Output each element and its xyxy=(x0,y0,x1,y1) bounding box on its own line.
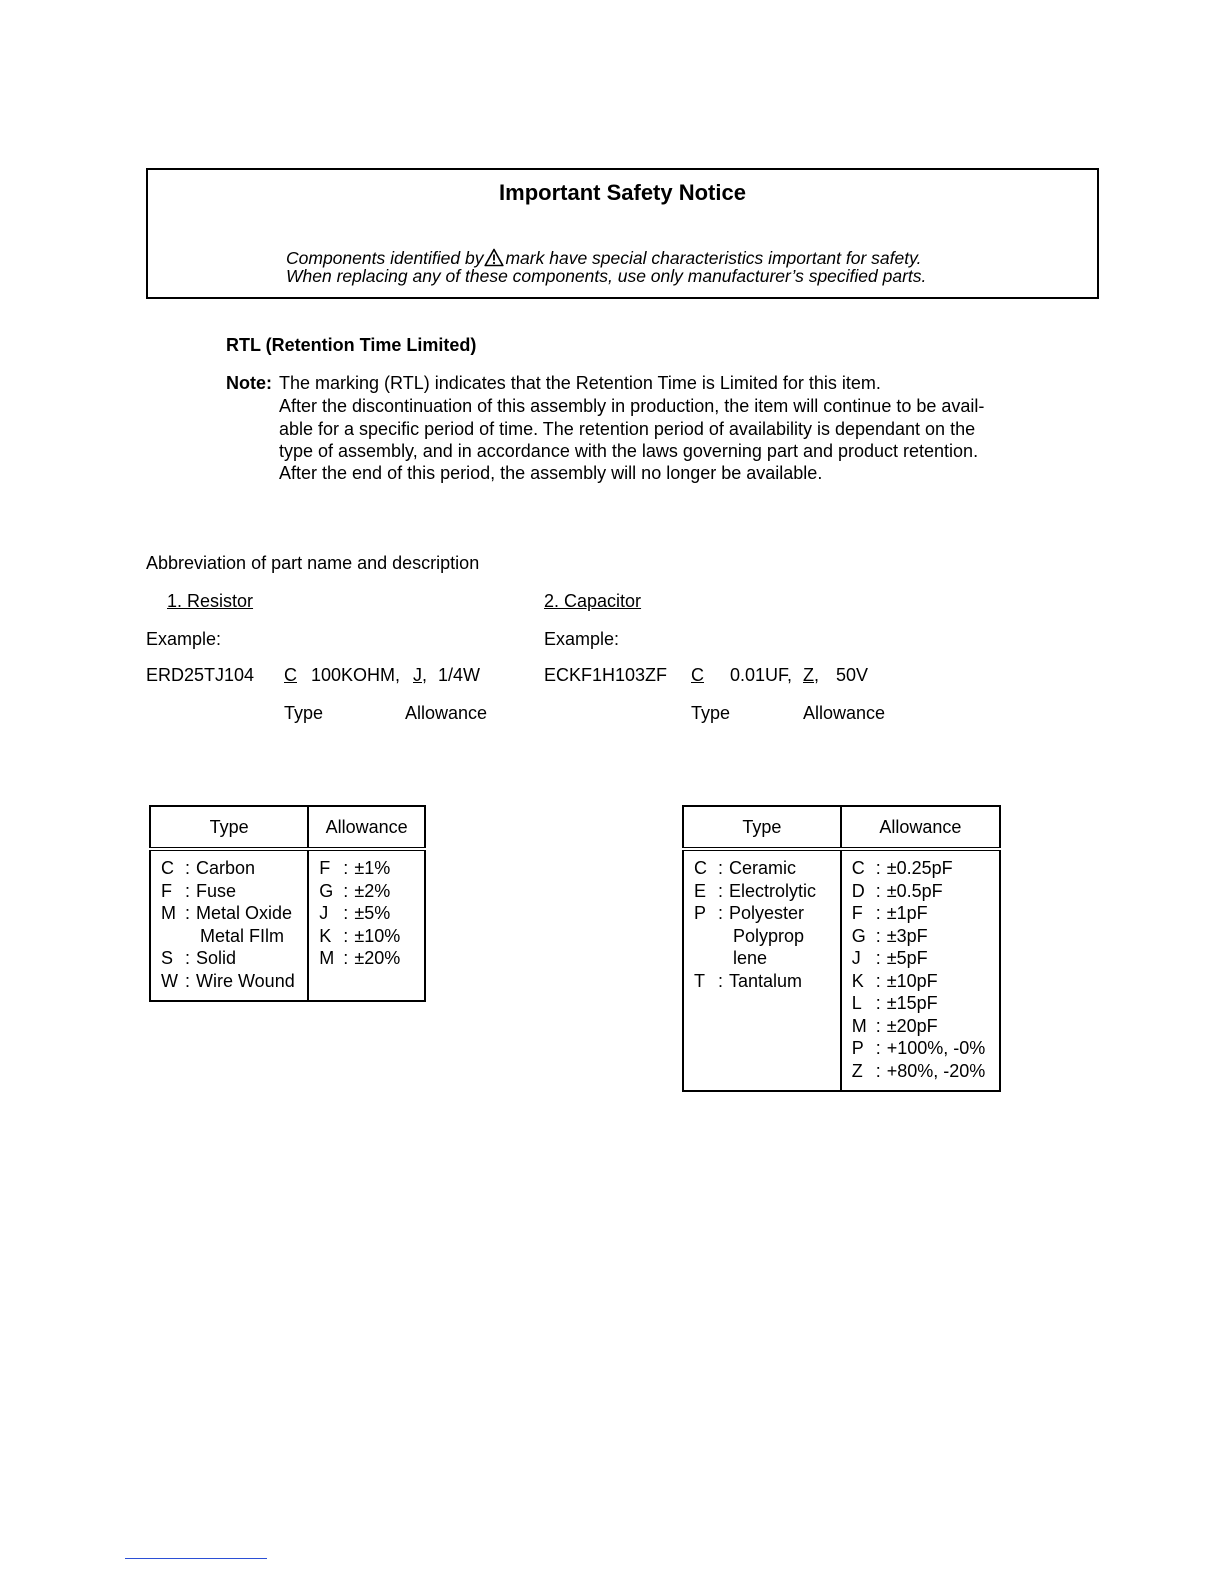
allowance-code: M xyxy=(319,948,335,968)
type-row xyxy=(161,857,307,880)
capacitor-example-label: Example: xyxy=(544,629,620,649)
note-line-4: type of assembly, and in accordance with the laws governing part and product retention. xyxy=(279,441,979,461)
allowance-code: M xyxy=(851,1015,867,1036)
allowance-separator: : xyxy=(875,1038,881,1058)
resistor-allowance-comma: , xyxy=(422,665,428,685)
allowance-separator: : xyxy=(875,880,881,901)
allowance-separator: : xyxy=(343,948,349,968)
type-name: Metal FIlm xyxy=(200,925,285,946)
allowance-value: ±20% xyxy=(354,948,401,968)
rtl-heading: RTL (Retention Time Limited) xyxy=(226,335,477,355)
note-line-3: able for a specific period of time. The retention period of availability is dependant on the xyxy=(279,419,976,439)
resistor-type-list xyxy=(150,849,308,1001)
allowance-code: F xyxy=(851,903,863,923)
allowance-value: ±10% xyxy=(354,925,401,946)
capacitor-part-number: ECKF1H103ZF xyxy=(544,665,668,685)
capacitor-type-caption: Type xyxy=(691,703,731,723)
type-name: Metal Oxide xyxy=(196,903,293,923)
resistor-table-header-allowance: Allowance xyxy=(308,806,425,849)
allowance-row xyxy=(319,880,424,903)
resistor-type-caption: Type xyxy=(284,703,324,723)
type-separator: : xyxy=(718,903,724,923)
warning-triangle-icon xyxy=(484,248,504,267)
type-separator: : xyxy=(185,903,191,923)
type-row xyxy=(694,902,840,925)
allowance-row xyxy=(319,902,424,925)
type-row xyxy=(694,970,840,993)
allowance-row xyxy=(852,970,999,993)
allowance-value: ±1pF xyxy=(886,903,928,923)
type-separator: : xyxy=(718,880,724,901)
allowance-value: ±2% xyxy=(354,880,391,901)
type-separator: : xyxy=(185,880,191,901)
allowance-row xyxy=(852,947,999,970)
allowance-value: ±0.25pF xyxy=(886,858,953,878)
allowance-code: D xyxy=(851,880,865,901)
resistor-rating: 1/4W xyxy=(438,665,481,685)
allowance-row xyxy=(852,902,999,925)
allowance-row xyxy=(852,1037,999,1060)
type-separator: : xyxy=(718,970,724,991)
capacitor-table-header-allowance: Allowance xyxy=(841,806,1000,849)
type-code: M xyxy=(161,903,176,923)
type-separator: : xyxy=(185,948,191,968)
allowance-value: +100%, -0% xyxy=(886,1038,986,1058)
type-code: P xyxy=(694,903,707,923)
type-name: Wire Wound xyxy=(196,970,295,991)
resistor-type-code: C xyxy=(284,665,297,685)
safety-notice-box xyxy=(146,168,1099,299)
capacitor-rating: 50V xyxy=(836,665,869,685)
allowance-code: G xyxy=(851,925,866,946)
capacitor-code-table xyxy=(682,805,1001,1092)
capacitor-allowance-list xyxy=(841,849,1000,1091)
type-row xyxy=(161,880,307,903)
allowance-value: ±3pF xyxy=(886,925,928,946)
type-code: S xyxy=(161,948,174,968)
allowance-separator: : xyxy=(343,880,349,901)
allowance-separator: : xyxy=(875,948,881,968)
resistor-allowance-list xyxy=(308,849,425,1001)
allowance-separator: : xyxy=(875,993,881,1013)
allowance-separator: : xyxy=(875,1015,881,1036)
capacitor-allowance-caption: Allowance xyxy=(803,703,886,723)
type-name: Solid xyxy=(196,948,237,968)
note-line-2: After the discontinuation of this assembly in production, the item will continue to be avail- xyxy=(279,396,985,416)
type-separator: : xyxy=(185,970,191,991)
type-name: Electrolytic xyxy=(729,880,817,901)
type-row xyxy=(161,925,307,948)
allowance-value: ±5% xyxy=(354,903,391,923)
type-code: E xyxy=(694,880,707,901)
type-code: C xyxy=(161,858,174,878)
allowance-value: +80%, -20% xyxy=(886,1060,986,1081)
safety-notice-line-1-start: Components identified by xyxy=(286,248,484,268)
allowance-separator: : xyxy=(875,970,881,991)
type-name: Ceramic xyxy=(729,858,797,878)
allowance-value: ±15pF xyxy=(886,993,938,1013)
allowance-code: F xyxy=(319,858,331,878)
capacitor-type-code: C xyxy=(691,665,704,685)
allowance-code: G xyxy=(319,880,334,901)
safety-notice-line-1-end: mark have special characteristics important for safety. xyxy=(505,248,922,268)
capacitor-type-list xyxy=(683,849,841,1091)
abbreviation-heading: Abbreviation of part name and description xyxy=(146,553,480,573)
allowance-row xyxy=(319,925,424,948)
type-name: lene xyxy=(733,948,768,968)
allowance-value: ±5pF xyxy=(886,948,928,968)
allowance-separator: : xyxy=(343,903,349,923)
type-separator: : xyxy=(718,858,724,878)
allowance-separator: : xyxy=(875,925,881,946)
allowance-row xyxy=(852,1060,999,1083)
note-line-5: After the end of this period, the assembly will no longer be available. xyxy=(279,463,823,483)
allowance-row xyxy=(852,925,999,948)
allowance-code: J xyxy=(851,948,861,968)
capacitor-title: 2. Capacitor xyxy=(544,591,642,611)
resistor-value: 100KOHM, xyxy=(311,665,401,685)
type-row xyxy=(694,925,840,948)
note-label: Note: xyxy=(226,373,272,393)
allowance-value: ±1% xyxy=(354,858,391,878)
capacitor-table-header-type: Type xyxy=(683,806,841,849)
safety-notice-line-2: When replacing any of these components, use only manufacturer’s specified parts. xyxy=(286,266,927,286)
allowance-row xyxy=(852,880,999,903)
type-code: T xyxy=(694,970,705,991)
allowance-code: C xyxy=(851,858,865,878)
type-row xyxy=(161,902,307,925)
allowance-code: P xyxy=(851,1038,864,1058)
allowance-separator: : xyxy=(343,858,349,878)
type-code: F xyxy=(161,880,172,901)
allowance-value: ±10pF xyxy=(886,970,938,991)
safety-notice-title: Important Safety Notice xyxy=(499,180,746,205)
allowance-separator: : xyxy=(875,1060,881,1081)
allowance-value: ±20pF xyxy=(886,1015,938,1036)
allowance-value: ±0.5pF xyxy=(886,880,943,901)
capacitor-allowance-group xyxy=(803,665,819,686)
resistor-allowance-caption: Allowance xyxy=(405,703,488,723)
allowance-separator: : xyxy=(875,858,881,878)
allowance-code: K xyxy=(319,925,332,946)
capacitor-allowance-comma: , xyxy=(814,665,820,685)
allowance-row xyxy=(319,947,424,970)
allowance-code: K xyxy=(851,970,864,991)
type-code: C xyxy=(694,858,707,878)
type-name: Polyprop xyxy=(733,925,805,946)
type-row xyxy=(694,947,840,970)
type-name: Polyester xyxy=(729,903,805,923)
capacitor-allowance-code: Z xyxy=(803,665,814,685)
type-name: Tantalum xyxy=(729,970,803,991)
allowance-separator: : xyxy=(875,903,881,923)
footer-rule xyxy=(125,1558,267,1559)
allowance-separator: : xyxy=(343,925,349,946)
type-row xyxy=(161,947,307,970)
resistor-allowance-code: J xyxy=(413,665,422,685)
allowance-row xyxy=(319,857,424,880)
type-code: W xyxy=(161,970,178,991)
resistor-part-number: ERD25TJ104 xyxy=(146,665,255,685)
type-name: Fuse xyxy=(196,880,237,901)
capacitor-value: 0.01UF, xyxy=(730,665,793,685)
type-separator: : xyxy=(185,858,191,878)
resistor-example-label: Example: xyxy=(146,629,222,649)
allowance-row xyxy=(852,1015,999,1038)
allowance-code: J xyxy=(319,903,329,923)
allowance-code: L xyxy=(851,993,862,1013)
type-row xyxy=(694,880,840,903)
allowance-row xyxy=(852,992,999,1015)
resistor-table-header-type: Type xyxy=(150,806,308,849)
note-line-1: The marking (RTL) indicates that the Retention Time is Limited for this item. xyxy=(279,373,881,393)
allowance-row xyxy=(852,857,999,880)
type-name: Carbon xyxy=(196,858,256,878)
resistor-title: 1. Resistor xyxy=(167,591,254,611)
allowance-code: Z xyxy=(851,1060,863,1081)
type-row xyxy=(161,970,307,993)
resistor-code-table xyxy=(149,805,426,1002)
resistor-allowance-group xyxy=(413,665,427,686)
type-row xyxy=(694,857,840,880)
